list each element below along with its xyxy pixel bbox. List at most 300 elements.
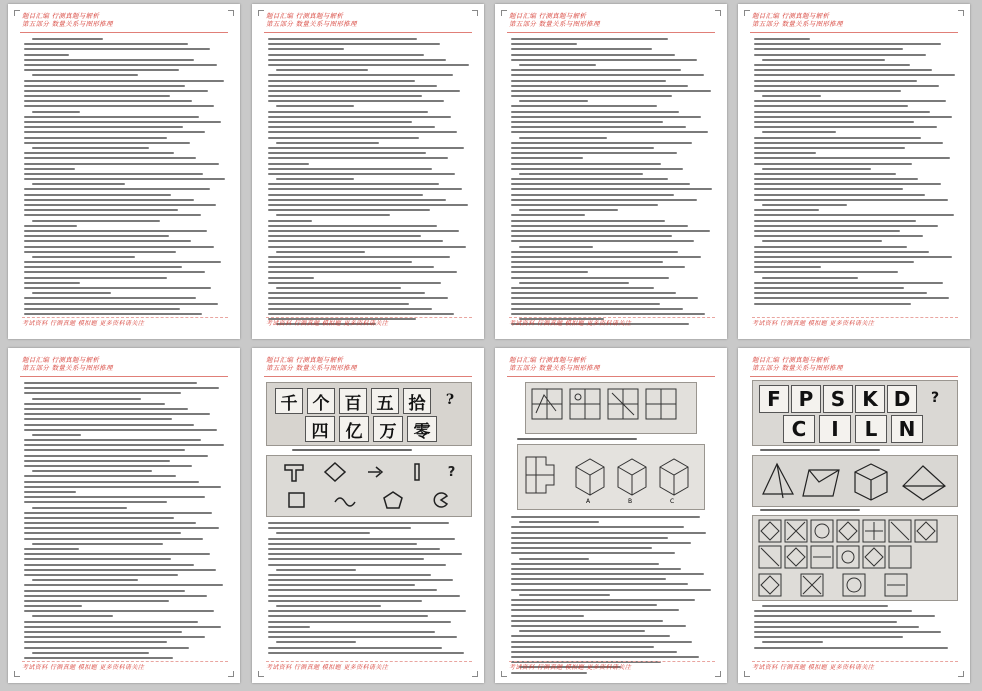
text-line	[511, 121, 663, 123]
text-line	[754, 90, 901, 92]
shape-row-options	[273, 488, 465, 512]
text-line	[32, 183, 125, 185]
text-line	[511, 105, 657, 107]
text-line	[511, 142, 692, 144]
text-line	[24, 173, 203, 175]
text-line	[268, 553, 462, 555]
page-footer: 考试资料 行测真题 模拟题 更多资料请关注	[22, 317, 228, 327]
text-line	[511, 547, 652, 549]
page-text	[511, 38, 713, 329]
header-rule	[20, 376, 228, 377]
text-line	[511, 261, 663, 263]
text-line	[24, 548, 79, 550]
text-line	[24, 392, 181, 394]
text-line	[24, 486, 221, 488]
text-line	[32, 256, 135, 258]
text-line	[24, 261, 221, 263]
text-line	[268, 209, 430, 211]
page-text	[268, 38, 470, 329]
page-header	[509, 356, 719, 372]
text-line	[754, 43, 941, 45]
text-line	[24, 527, 219, 529]
text-line	[268, 522, 449, 524]
text-line	[511, 235, 672, 237]
text-line	[754, 74, 955, 76]
text-line	[754, 157, 950, 159]
text-line	[511, 163, 661, 165]
text-line	[24, 455, 208, 457]
text-line	[511, 157, 583, 159]
text-line	[268, 85, 437, 87]
text-line	[511, 188, 712, 190]
text-line	[268, 600, 422, 602]
puzzle-letter: S	[823, 385, 853, 413]
puzzle-character: 五	[371, 388, 399, 414]
text-line	[762, 641, 823, 643]
text-line	[511, 271, 588, 273]
text-line	[511, 111, 679, 113]
text-line	[519, 137, 607, 139]
text-line	[268, 126, 435, 128]
puzzle-character: 千	[275, 388, 303, 414]
text-line	[754, 111, 930, 113]
text-line	[24, 199, 194, 201]
page-header	[266, 12, 476, 28]
text-line	[24, 538, 203, 540]
text-line	[24, 64, 217, 66]
square-icon	[286, 490, 308, 510]
text-line	[24, 605, 82, 607]
pentagon-icon	[382, 490, 404, 510]
puzzle-question-mark: ?	[445, 392, 455, 408]
text-line	[268, 595, 460, 597]
puzzle-option-letter: N	[891, 415, 923, 443]
text-line	[24, 610, 214, 612]
text-line	[268, 100, 444, 102]
text-line	[24, 131, 205, 133]
text-line	[24, 481, 199, 483]
text-line	[762, 168, 871, 170]
text-line	[511, 672, 587, 674]
header-rule	[750, 376, 958, 377]
text-line	[268, 610, 466, 612]
text-line	[24, 496, 205, 498]
arrow-icon	[365, 462, 387, 482]
text-line	[511, 116, 701, 118]
text-line	[24, 126, 183, 128]
text-line	[24, 424, 194, 426]
crop-mark	[14, 10, 20, 16]
text-line	[511, 230, 710, 232]
cube-options-figure	[517, 444, 705, 510]
text-line	[754, 610, 912, 612]
text-line	[754, 54, 926, 56]
puzzle-question-mark: ?	[930, 390, 940, 406]
text-line	[24, 214, 201, 216]
text-line	[511, 615, 584, 617]
header-rule	[507, 32, 715, 33]
page-5	[8, 348, 240, 683]
text-line	[754, 292, 927, 294]
text-line	[24, 460, 170, 462]
text-line	[268, 74, 453, 76]
text-line	[24, 287, 211, 289]
page-header	[22, 356, 232, 372]
text-line	[268, 313, 454, 315]
text-line	[754, 235, 923, 237]
text-line	[268, 538, 455, 540]
header-line-1: 题目汇编 行测真题与解析	[22, 12, 100, 20]
page-2	[252, 4, 484, 339]
text-line	[268, 131, 457, 133]
text-line	[24, 403, 165, 405]
text-line	[24, 80, 224, 82]
crop-mark	[258, 10, 264, 16]
text-line	[268, 615, 428, 617]
text-line	[511, 641, 692, 643]
text-line	[754, 647, 948, 649]
text-line	[24, 657, 173, 659]
text-line	[762, 95, 821, 97]
text-line	[268, 246, 466, 248]
page-footer: 考试资料 行测真题 模拟题 更多资料请关注	[266, 661, 472, 671]
text-line	[276, 641, 356, 643]
text-line	[268, 579, 453, 581]
text-line	[511, 313, 705, 315]
text-line	[754, 121, 914, 123]
text-line	[754, 142, 943, 144]
text-line	[754, 80, 917, 82]
text-line	[32, 147, 149, 149]
page-footer: 考试资料 行测真题 模拟题 更多资料请关注	[752, 661, 958, 671]
crop-mark	[744, 671, 750, 677]
pattern-grid-figure	[752, 515, 958, 601]
text-line	[268, 194, 423, 196]
text-line	[511, 54, 675, 56]
text-line	[24, 600, 169, 602]
text-line	[276, 214, 390, 216]
option-label: C	[670, 498, 675, 505]
text-line	[754, 615, 935, 617]
text-line	[511, 204, 658, 206]
text-line	[24, 168, 75, 170]
text-line	[268, 183, 439, 185]
crop-mark	[258, 671, 264, 677]
text-line	[511, 625, 686, 627]
text-line	[511, 563, 659, 565]
text-line	[754, 297, 949, 299]
text-line	[754, 188, 903, 190]
text-line	[511, 183, 690, 185]
crop-mark	[228, 671, 234, 677]
text-line	[268, 631, 435, 633]
text-line	[268, 173, 455, 175]
text-line	[511, 178, 668, 180]
text-line	[32, 434, 81, 436]
text-line	[754, 209, 819, 211]
crop-mark	[501, 671, 507, 677]
text-line	[24, 157, 196, 159]
text-line	[268, 64, 469, 66]
text-line	[24, 387, 219, 389]
text-line	[511, 568, 681, 570]
text-line	[511, 287, 654, 289]
header-rule	[264, 376, 472, 377]
character-puzzle-figure	[266, 382, 472, 446]
puzzle-option-character: 亿	[339, 416, 369, 442]
text-line	[268, 261, 412, 263]
crop-mark	[14, 671, 20, 677]
header-line-2: 第五部分 数量关系与图形推理	[509, 364, 600, 372]
text-line	[24, 641, 167, 643]
puzzle-character: 拾	[403, 388, 431, 414]
text-line	[268, 282, 441, 284]
text-line	[511, 256, 701, 258]
text-line	[754, 105, 908, 107]
text-line	[32, 470, 152, 472]
text-line	[754, 256, 952, 258]
text-line	[276, 287, 401, 289]
question-line	[292, 449, 412, 451]
text-line	[762, 204, 847, 206]
text-line	[24, 121, 221, 123]
text-line	[268, 168, 432, 170]
text-line	[24, 251, 176, 253]
page-8	[738, 348, 970, 683]
text-line	[276, 532, 370, 534]
header-line-2: 第五部分 数量关系与图形推理	[266, 20, 357, 28]
text-line	[24, 631, 182, 633]
text-line	[32, 543, 163, 545]
crop-mark	[501, 10, 507, 16]
text-line	[511, 604, 657, 606]
text-line	[754, 271, 898, 273]
text-line	[511, 277, 669, 279]
text-line	[268, 163, 309, 165]
text-line	[268, 297, 448, 299]
text-line	[519, 630, 645, 632]
text-line	[268, 38, 417, 40]
text-line	[268, 147, 464, 149]
text-line	[511, 552, 675, 554]
text-line	[268, 271, 457, 273]
text-line	[754, 230, 900, 232]
text-line	[519, 209, 618, 211]
text-line	[32, 507, 127, 509]
text-line	[268, 636, 457, 638]
text-line	[754, 173, 896, 175]
header-line-2: 第五部分 数量关系与图形推理	[22, 20, 113, 28]
page-header	[266, 356, 476, 372]
text-line	[268, 152, 426, 154]
text-line	[24, 209, 178, 211]
text-line	[268, 558, 424, 560]
text-line	[511, 69, 681, 71]
page-footer: 考试资料 行测真题 模拟题 更多资料请关注	[266, 317, 472, 327]
text-line	[511, 38, 668, 40]
text-line	[24, 246, 214, 248]
text-line	[32, 220, 160, 222]
header-line-1: 题目汇编 行测真题与解析	[509, 12, 587, 20]
text-line	[24, 584, 223, 586]
text-line	[268, 621, 451, 623]
text-line	[24, 408, 188, 410]
text-line	[511, 599, 695, 601]
text-line	[754, 183, 941, 185]
text-line	[268, 220, 312, 222]
text-line	[24, 475, 176, 477]
text-line	[24, 303, 218, 305]
text-line	[762, 59, 885, 61]
text-line	[754, 220, 916, 222]
text-line	[268, 137, 419, 139]
text-line	[511, 251, 678, 253]
text-line	[511, 147, 654, 149]
text-line	[268, 292, 425, 294]
text-line	[32, 398, 141, 400]
text-line	[276, 178, 354, 180]
text-line	[519, 282, 629, 284]
crop-mark	[715, 671, 721, 677]
header-line-1: 题目汇编 行测真题与解析	[22, 356, 100, 364]
text-line	[519, 100, 588, 102]
text-line	[268, 589, 437, 591]
text-line	[268, 59, 446, 61]
text-line	[32, 38, 103, 40]
page-4	[738, 4, 970, 339]
text-line	[511, 199, 697, 201]
text-line	[32, 579, 138, 581]
page-footer: 考试资料 行测真题 模拟题 更多资料请关注	[752, 317, 958, 327]
page-footer: 考试资料 行测真题 模拟题 更多资料请关注	[509, 317, 715, 327]
text-line	[24, 116, 199, 118]
text-line	[511, 95, 672, 97]
text-line	[268, 652, 464, 654]
header-line-2: 第五部分 数量关系与图形推理	[509, 20, 600, 28]
text-line	[511, 225, 688, 227]
header-line-2: 第五部分 数量关系与图形推理	[22, 364, 113, 372]
text-line	[276, 251, 365, 253]
text-line	[24, 59, 194, 61]
text-line	[754, 64, 910, 66]
text-line	[511, 48, 652, 50]
t-shape-icon	[283, 462, 305, 482]
page-text	[754, 38, 956, 308]
text-line	[24, 105, 214, 107]
text-line	[511, 194, 674, 196]
puzzle-character: 个	[307, 388, 335, 414]
text-line	[511, 43, 577, 45]
puzzle-character: 百	[339, 388, 367, 414]
header-line-2: 第五部分 数量关系与图形推理	[752, 364, 843, 372]
text-line	[24, 85, 185, 87]
text-line	[268, 266, 434, 268]
text-line	[24, 413, 210, 415]
text-line	[24, 204, 216, 206]
text-line	[24, 308, 180, 310]
puzzle-option-character: 万	[373, 416, 403, 442]
text-line	[268, 230, 459, 232]
text-line	[519, 246, 593, 248]
crop-mark	[958, 671, 964, 677]
text-line	[511, 578, 666, 580]
text-line	[276, 605, 381, 607]
header-rule	[20, 32, 228, 33]
header-line-2: 第五部分 数量关系与图形推理	[266, 364, 357, 372]
text-line	[24, 48, 210, 50]
text-line	[511, 90, 711, 92]
text-line	[511, 74, 704, 76]
text-line	[24, 194, 171, 196]
text-line	[268, 240, 443, 242]
header-line-1: 题目汇编 行测真题与解析	[266, 356, 344, 364]
cube-icon	[518, 445, 704, 509]
text-line	[24, 69, 179, 71]
text-line	[24, 429, 217, 431]
text-line	[268, 574, 431, 576]
text-line	[762, 240, 882, 242]
puzzle-letter: K	[855, 385, 885, 413]
pattern-grid-icon	[753, 516, 957, 600]
header-line-1: 题目汇编 行测真题与解析	[266, 12, 344, 20]
text-line	[511, 126, 686, 128]
text-line	[24, 178, 225, 180]
text-line	[754, 116, 952, 118]
text-line	[754, 85, 939, 87]
text-line	[511, 583, 688, 585]
text-line	[24, 163, 219, 165]
text-line	[754, 225, 938, 227]
text-line	[24, 564, 194, 566]
text-line	[511, 80, 666, 82]
text-line	[511, 220, 665, 222]
text-line	[24, 271, 205, 273]
text-line	[24, 558, 171, 560]
text-line	[519, 594, 610, 596]
text-line	[511, 537, 668, 539]
option-label: A	[586, 498, 591, 505]
text-line	[32, 292, 111, 294]
text-line	[24, 517, 174, 519]
header-rule	[264, 32, 472, 33]
grid-sequence-icon	[526, 383, 696, 433]
text-line	[754, 152, 816, 154]
text-line	[24, 574, 178, 576]
text-line	[24, 439, 201, 441]
text-line	[24, 501, 167, 503]
text-line	[24, 418, 172, 420]
text-line	[511, 152, 677, 154]
text-line	[24, 569, 216, 571]
text-line	[268, 54, 424, 56]
text-line	[24, 449, 185, 451]
grid-puzzle-figure	[525, 382, 697, 434]
text-line	[511, 303, 660, 305]
text-line	[519, 521, 599, 523]
text-line	[268, 90, 460, 92]
text-line	[511, 620, 663, 622]
page-text	[24, 382, 226, 662]
page-footer: 考试资料 行测真题 模拟题 更多资料请关注	[22, 661, 228, 671]
text-line	[24, 230, 207, 232]
text-line	[511, 297, 698, 299]
crop-mark	[744, 10, 750, 16]
text-line	[268, 548, 440, 550]
text-line	[276, 569, 356, 571]
text-line	[24, 382, 197, 384]
puzzle-option-character: 零	[407, 416, 437, 442]
header-line-2: 第五部分 数量关系与图形推理	[752, 20, 843, 28]
